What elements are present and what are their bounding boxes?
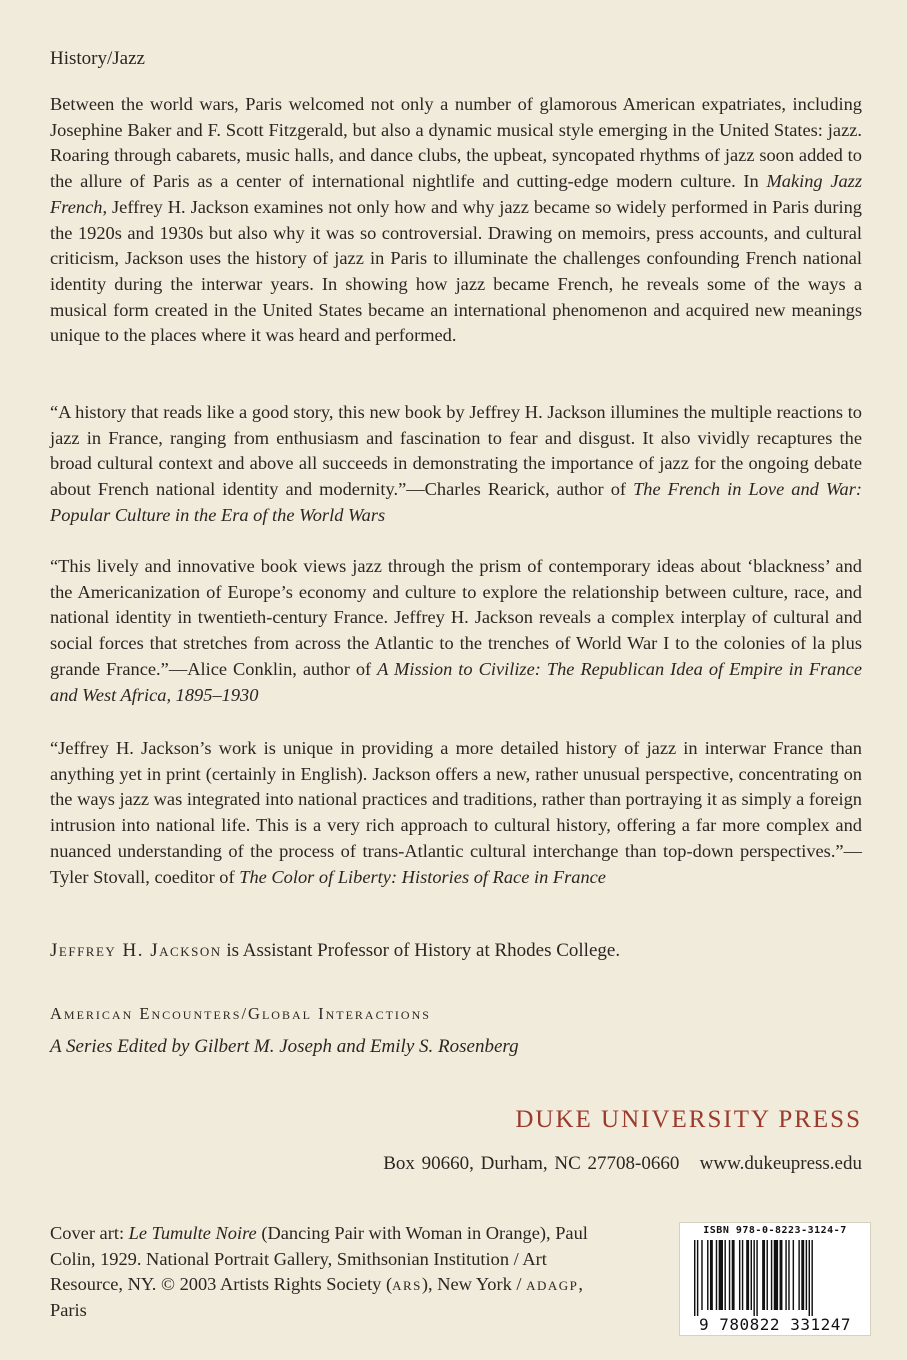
barcode-bar: [785, 1240, 786, 1310]
barcode-bar: [793, 1240, 794, 1310]
blurb-text: “A history that reads like a good story, this new book by Jeffrey H. Jackson illumines the multiple reactions to jazz in France, ranging from enthusiasm and fascination to fear and disgust. It also vividly recaptures the broad cultural context and above all succeeds in demonstrating the importance of jazz for the ongoing debate about French national identity and modernity.”—Charles Rearick, author of: [50, 402, 862, 500]
barcode-bar: [710, 1240, 713, 1310]
cover-art-credit: [50, 1221, 620, 1324]
barcode-bar: [746, 1240, 749, 1310]
blurb-conklin: [50, 554, 862, 708]
barcode-bar: [719, 1240, 723, 1310]
barcode-bar: [697, 1240, 698, 1316]
description-text-2: , Jeffrey H. Jackson examines not only how and why jazz became so widely performed in Paris during the 1920s and 1930s but also why it was so controversial. Drawing on memoirs, press accounts, and cultural criticism, Jackson uses the history of jazz in Paris to illuminate the challenges confounding French national identity during the interwar years. In showing how jazz became French, he reveals some of the ways a musical form created in the United States became an international phenomenon and acquired new meanings unique to the places where it was heard and performed.: [50, 196, 862, 346]
barcode-bar: [811, 1240, 812, 1316]
cover-art-prefix: Cover art:: [50, 1223, 129, 1243]
cover-art-ars: ars: [392, 1274, 422, 1295]
barcode-bar: [798, 1240, 799, 1310]
barcode-bar: [751, 1240, 752, 1310]
barcode-bar: [780, 1240, 783, 1310]
isbn-label: ISBN 978-0-8223-3124-7: [703, 1225, 847, 1236]
barcode-bar: [707, 1240, 708, 1310]
book-description: [50, 92, 862, 349]
publisher-website: www.dukeupress.edu: [699, 1153, 862, 1174]
barcode-bar: [753, 1240, 754, 1316]
blurb-book-title: The French in Love and War: Popular Culture in the Era of the World Wars: [50, 479, 863, 525]
barcode-bar: [724, 1240, 725, 1310]
blurb-text: “Jeffrey H. Jackson’s work is unique in providing a more detailed history of jazz in interwar France than anything yet in print (certainly in English). Jackson offers a new, rather unusual perspective, concentrating on the ways jazz was integrated into national practices and traditions, rather than portraying it as simply a foreign intrusion into national life. This is a very rich approach to cultural history, offering a far more complex and nuanced understanding of the process of trans-Atlantic cultural interchange than top-down perspectives.”—Tyler Stovall, coeditor of: [50, 738, 862, 887]
publisher-name: DUKE UNIVERSITY PRESS: [515, 1106, 862, 1133]
description-text-1: Between the world wars, Paris welcomed not only a number of glamorous American expatriates, including Josephine Baker and F. Scott Fitzgerald, but also a dynamic musical style emerging in the United States: jazz. Roaring through cabarets, music halls, and dance clubs, the upbeat, syncopated rhythms of jazz soon added to the allure of Paris as a center of international nightlife and cutting-edge modern culture. In: [50, 94, 862, 192]
cover-art-title: Le Tumulte Noire: [128, 1223, 257, 1243]
barcode-bar: [694, 1240, 695, 1316]
barcode-bar: [801, 1240, 804, 1310]
barcode-bar: [756, 1240, 757, 1316]
series-name: American Encounters/Global Interactions: [50, 1004, 431, 1023]
publisher-contact: [383, 1153, 862, 1175]
category-label: History/Jazz: [50, 48, 145, 69]
barcode-digits: 9 780822 331247: [699, 1315, 851, 1334]
series-editors: A Series Edited by Gilbert M. Joseph and Emily S. Rosenberg: [50, 1036, 519, 1057]
blurb-book-title: The Color of Liberty: Histories of Race in France: [239, 866, 606, 887]
barcode-bar: [762, 1240, 765, 1310]
blurb-text: “This lively and innovative book views jazz through the prism of contemporary ideas about ‘blackness’ and the Americanization of Europe’s economy and culture to explore the relationship between culture, race, and national identity in twentieth-century France. Jeffrey H. Jackson reveals a complex interplay of cultural and social forces that stretches from across the Atlantic to the trenches of World War I to the colonies of la plus grande France.”—Alice Conklin, author of: [50, 556, 862, 679]
cover-art-text: ), New York /: [421, 1274, 527, 1295]
blurb-rearick: [50, 400, 862, 529]
publisher-address: Box 90660, Durham, NC 27708-0660: [383, 1153, 680, 1174]
author-bio-text: is Assistant Professor of History at Rhodes College.: [221, 940, 621, 961]
barcode-bar: [771, 1240, 772, 1310]
barcode-bar: [732, 1240, 735, 1310]
barcode-bar: [716, 1240, 717, 1310]
book-title: Making Jazz French: [50, 171, 862, 217]
barcode-bar: [806, 1240, 807, 1310]
barcode-bar: [774, 1240, 778, 1310]
barcode-bar: [701, 1240, 702, 1310]
cover-art-text: (Dancing Pair with Woman in Orange), Paul Colin, 1929. National Portrait Gallery, Smithsonian Institution / Art Resource, NY. © 2003 Artists Rights Society (: [50, 1223, 588, 1295]
barcode-bar: [767, 1240, 768, 1310]
barcode-bar: [729, 1240, 730, 1310]
author-bio: [50, 940, 620, 962]
author-name: Jeffrey H. Jackson: [50, 940, 222, 961]
blurb-book-title: A Mission to Civilize: The Republican Idea of Empire in France and West Africa, 1895–1930: [50, 658, 862, 705]
blurb-stovall: [50, 736, 862, 890]
barcode-bars: [694, 1240, 856, 1316]
barcode-bar: [739, 1240, 740, 1310]
barcode-bar: [742, 1240, 743, 1310]
barcode-bar: [788, 1240, 789, 1310]
barcode-bar: [809, 1240, 810, 1316]
cover-art-text: , Paris: [50, 1274, 584, 1321]
isbn-barcode: [679, 1222, 871, 1336]
cover-art-adagp: adagp: [526, 1274, 579, 1295]
